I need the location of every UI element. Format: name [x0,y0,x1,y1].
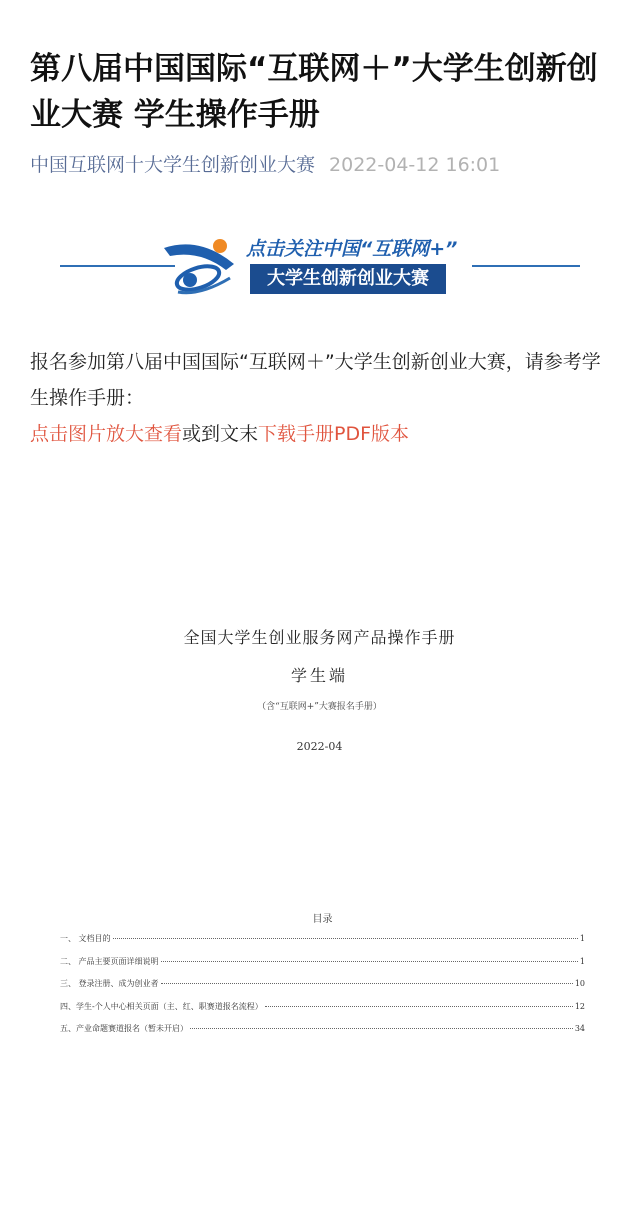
banner-line-2: 大学生创新创业大赛 [250,264,446,294]
toc-row [60,1023,585,1046]
toc-label: 一、 文档目的 [60,934,111,943]
article-title: 第八届中国国际“互联网＋”大学生创新创业大赛 学生操作手册 [30,51,598,133]
toc-leader [161,983,573,984]
toc-leader [161,961,578,962]
author-link[interactable]: 中国互联网十大学生创新创业大赛 [30,154,316,176]
enlarge-image-link[interactable]: 点击图片放大查看 [30,423,183,445]
toc-leader [265,1006,573,1007]
article-body [30,344,615,452]
manual-note: （含“互联网+”大赛报名手册） [257,702,382,712]
manual-date: 2022-04 [296,740,343,753]
toc-leader [190,1028,573,1029]
competition-logo-icon [160,234,246,298]
toc-row [60,978,585,1001]
toc-title: 目录 [312,914,333,925]
manual-subtitle: 学生端 [290,666,348,685]
toc-label: 三、 登录注册、成为创业者 [60,979,159,988]
banner-divider-right [472,265,580,267]
toc-label: 二、 产品主要页面详细说明 [60,956,159,966]
toc-leader [113,938,578,939]
toc-row [60,1001,585,1024]
table-of-contents [60,910,585,1046]
toc-page: 1 [579,956,585,966]
toc-row [60,956,585,979]
toc-page: 1 [579,934,585,943]
middle-text: 或到文末 [182,423,259,445]
banner-divider-left [60,265,175,267]
toc-page: 12 [574,1001,585,1011]
toc-label: 四、学生-个人中心相关页面（主、红、职赛道报名流程） [60,1001,263,1011]
toc-row [60,933,585,956]
manual-title: 全国大学生创业服务网产品操作手册 [183,628,456,647]
toc-page: 10 [574,979,585,988]
toc-label: 五、产业命题赛道报名（暂未开启） [60,1024,188,1033]
download-pdf-link[interactable]: 下载手册PDF版本 [258,423,410,445]
toc-page: 34 [574,1024,585,1033]
intro-text: 报名参加第八届中国国际“互联网＋”大学生创新创业大赛，请参考学生操作手册： [30,351,601,409]
follow-banner[interactable] [60,230,580,300]
publish-date: 2022-04-12 16:01 [329,154,501,176]
banner-line-1: 点击关注中国“互联网+” [246,238,458,260]
article-meta [30,150,500,177]
